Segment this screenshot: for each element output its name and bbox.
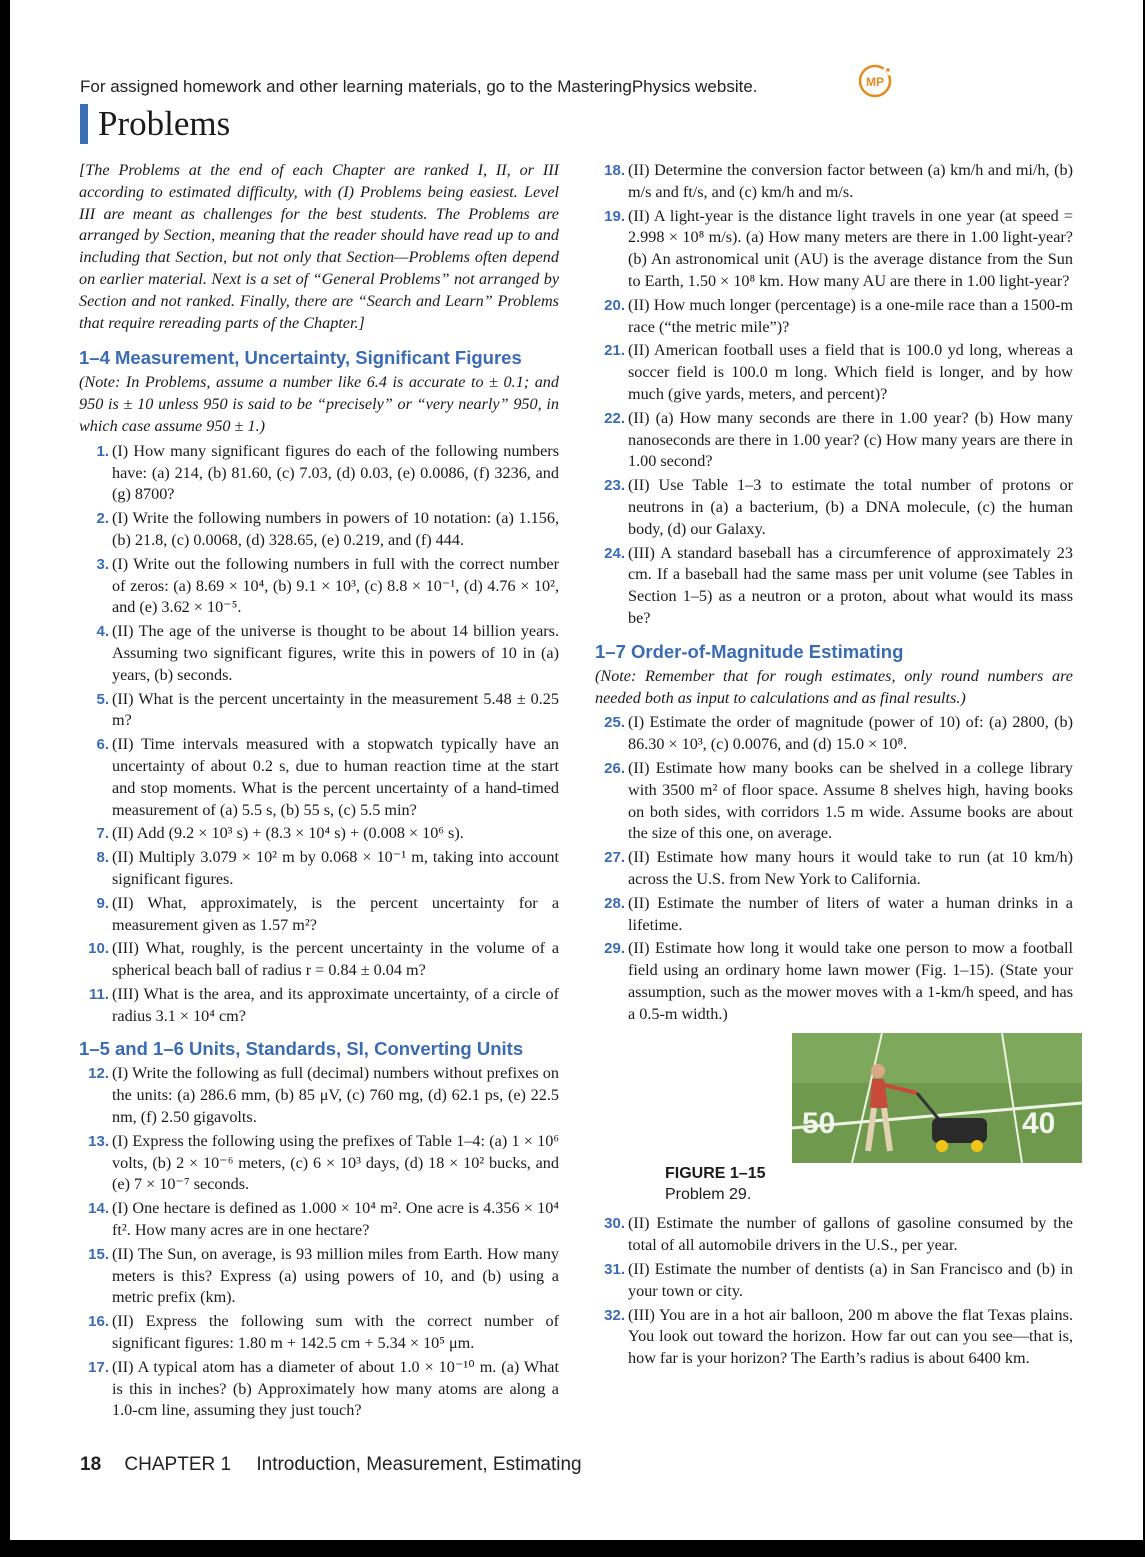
right-column	[595, 160, 1073, 1372]
problem-item: 11. (III) What is the area, and its approximate uncertainty, of a circle of radius 3.1 × 10⁴ cm?	[88, 984, 559, 1025]
problem-item: 6. (II) Time intervals measured with a stopwatch typically have an uncertainty of about 0.2 s, due to human reaction time at the start and stop moments. What is the percent uncertainty of a hand-timed measurement of (a) 5.5 s, (b) 55 s, (c) 5.5 min?	[96, 735, 559, 819]
problem-item: 28. (II) Estimate the number of liters of water a human drinks in a lifetime.	[604, 893, 1073, 934]
problem-item: 3. (I) Write out the following numbers in full with the correct number of zeros: (a) 8.69 × 10⁴, (b) 9.1 × 10³, (c) 8.8 × 10⁻¹, (d) 4.76 × 10², and (e) 3.62 × 10⁻⁵.	[96, 554, 559, 617]
textbook-page	[10, 0, 1143, 1540]
problem-item: 14. (I) One hectare is defined as 1.000 × 10⁴ m². One acre is 4.356 × 10⁴ ft². How many acres are in one hectare?	[88, 1199, 559, 1240]
problem-item: 22. (II) (a) How many seconds are there in 1.00 year? (b) How many nanoseconds are there in 1.00 year? (c) How many years are there in 1.00 second?	[604, 408, 1073, 471]
figure-1-15	[595, 1033, 1073, 1203]
problem-item: 31. (II) Estimate the number of dentists (a) in San Francisco and (b) in your town or city.	[604, 1260, 1073, 1300]
page-title: Problems	[80, 104, 230, 144]
yard-number-right: 40	[1022, 1107, 1056, 1141]
masteringphysics-logo-icon	[857, 63, 893, 99]
problem-item: 12. (I) Write the following as full (decimal) numbers without prefixes on the units: (a) 286.6 mm, (b) 85 μV, (c) 760 mg, (d) 62.1 ps, (e) 22.5 nm, (f) 2.50 gigavolts.	[88, 1064, 559, 1127]
yard-number-left: 50	[802, 1107, 836, 1141]
problem-item: 4. (II) The age of the universe is thought to be about 14 billion years. Assuming two significant figures, write this in powers of 10 in (a) years, (b) seconds.	[96, 622, 559, 684]
page-footer	[80, 1454, 582, 1476]
section-heading: 1–5 and 1–6 Units, Standards, SI, Converting Units	[79, 1038, 524, 1060]
problem-item: 17. (II) A typical atom has a diameter of about 1.0 × 10⁻¹⁰ m. (a) What is this in inches? (b) Approximately how many atoms are along a 1.0-cm line, assuming they just touch?	[88, 1357, 559, 1420]
problem-item: 13. (I) Express the following using the prefixes of Table 1–4: (a) 1 × 10⁶ volts, (b) 2 × 10⁻⁶ meters, (c) 6 × 10³ days, (d) 18 × 10² bucks, and (e) 7 × 10⁻⁷ seconds.	[88, 1131, 559, 1194]
problem-item: 24. (III) A standard baseball has a circumference of approximately 23 cm. If a baseball had the same mass per unit volume (see Tables in Section 1–5) as a neutron or a proton, about what would its mass be?	[604, 543, 1073, 627]
left-column	[79, 160, 559, 1424]
problem-item: 5. (II) What is the percent uncertainty in the measurement 5.48 ± 0.25 m?	[96, 689, 559, 730]
problem-item: 25. (I) Estimate the order of magnitude (power of 10) of: (a) 2800, (b) 86.30 × 10³, (c) 0.0076, and (d) 15.0 × 10⁸.	[604, 713, 1073, 754]
figure-caption	[665, 1163, 765, 1205]
problem-item: 21. (II) American football uses a field that is 100.0 yd long, whereas a soccer field is 100.0 m long. Which field is longer, and by how much (give yards, meters, and percent)?	[604, 341, 1073, 403]
chapter-label: CHAPTER 1	[124, 1454, 232, 1475]
problem-item: 8. (II) Multiply 3.079 × 10² m by 0.068 × 10⁻¹ m, taking into account significant figures.	[96, 848, 559, 888]
intro-paragraph: [The Problems at the end of each Chapter are ranked I, II, or III according to estimated difficulty, with (I) Problems being easiest. Level III are meant as challenges for the best students. The Problems are arranged by Section, meaning that the reader should have read up to and including that Section, but not only that Section—Problems often depend on earlier material. Next is a set of “General Problems” not arranged by Section and not ranked. Finally, there are “Search and Learn” Problems that require rereading parts of the Chapter.]	[79, 161, 559, 332]
problem-item: 2. (I) Write the following numbers in powers of 10 notation: (a) 1.156, (b) 21.8, (c) 0.0068, (d) 328.65, (e) 0.219, and (f) 444.	[96, 509, 559, 549]
problem-item: 7. (II) Add (9.2 × 10³ s) + (8.3 × 10⁴ s) + (0.008 × 10⁶ s).	[96, 824, 464, 843]
problem-item: 30. (II) Estimate the number of gallons of gasoline consumed by the total of all automobile drivers in the U.S., per year.	[604, 1214, 1073, 1255]
problem-item: 19. (II) A light-year is the distance light travels in one year (at speed = 2.998 × 10⁸ m/s). (a) How many meters are there in 1.00 light-year? (b) An astronomical unit (AU) is the average distance from the Sun to Earth, 1.50 × 10⁸ km. How many AU are there in 1.00 light-year?	[604, 206, 1073, 290]
figure-caption-text: Problem 29.	[665, 1186, 752, 1204]
page-number: 18	[80, 1454, 102, 1475]
problem-item: 15. (II) The Sun, on average, is 93 million miles from Earth. How many meters is this? Express (a) using powers of 10, and (b) using a metric prefix (km).	[88, 1244, 559, 1307]
problem-item: 1. (I) How many significant figures do each of the following numbers have: (a) 214, (b) 81.60, (c) 7.03, (d) 0.03, (e) 0.0086, (f) 3236, and (g) 8700?	[96, 441, 559, 504]
problem-item: 20. (II) How much longer (percentage) is a one-mile race than a 1500-m race (“the metric mile”)?	[604, 295, 1073, 336]
figure-label: FIGURE 1–15	[665, 1165, 766, 1183]
problem-item: 9. (II) What, approximately, is the percent uncertainty for a measurement given as 1.57 m²?	[96, 893, 559, 934]
section-note: (Note: In Problems, assume a number like 6.4 is accurate to ± 0.1; and 950 is ± 10 unless 950 is said to be “precisely” or “very nearly” 950, in which case assume 950 ± 1.)	[79, 373, 559, 435]
problem-item: 27. (II) Estimate how many hours it would take to run (at 10 km/h) across the U.S. from New York to California.	[604, 848, 1073, 888]
problem-item: 26. (II) Estimate how many books can be shelved in a college library with 3500 m² of floor space. Assume 8 shelves high, having books on both sides, with corridors 1.5 m wide. Assume books are about the size of this one, on average.	[604, 758, 1073, 843]
header-text: For assigned homework and other learning materials, go to the MasteringPhysics website.	[80, 77, 758, 96]
section-note: (Note: Remember that for rough estimates, only round numbers are needed both as input to calculations and as final results.)	[595, 666, 1073, 707]
problem-item: 16. (II) Express the following sum with the correct number of significant figures: 1.80 m + 142.5 cm + 5.34 × 10⁵ μm.	[88, 1312, 559, 1353]
logo-text: MP	[866, 75, 884, 89]
problem-item: 23. (II) Use Table 1–3 to estimate the total number of protons or neutrons in (a) a bacterium, (b) a DNA molecule, (c) the human body, (d) our Galaxy.	[604, 476, 1073, 538]
problem-item: 32. (III) You are in a hot air balloon, 200 m above the flat Texas plains. You look out toward the horizon. How far out can you see—that is, how far is your horizon? The Earth’s radius is about 6400 km.	[604, 1305, 1073, 1368]
problem-item: 29. (II) Estimate how long it would take one person to mow a football field using an ordinary home lawn mower (Fig. 1–15). (State your assumption, such as the mower moves with a 1-km/h speed, and has a 0.5-m width.)	[604, 939, 1073, 1023]
problem-item: 18. (II) Determine the conversion factor between (a) km/h and mi/h, (b) m/s and ft/s, and (c) km/h and m/s.	[604, 161, 1073, 201]
problem-item: 10. (III) What, roughly, is the percent uncertainty in the volume of a spherical beach ball of radius r = 0.84 ± 0.04 m?	[88, 939, 559, 980]
chapter-title: Introduction, Measurement, Estimating	[256, 1454, 582, 1475]
section-heading: 1–4 Measurement, Uncertainty, Significant Figures	[79, 347, 522, 369]
section-heading: 1–7 Order-of-Magnitude Estimating	[595, 640, 904, 662]
lawn-mower-figure	[792, 1033, 1082, 1163]
